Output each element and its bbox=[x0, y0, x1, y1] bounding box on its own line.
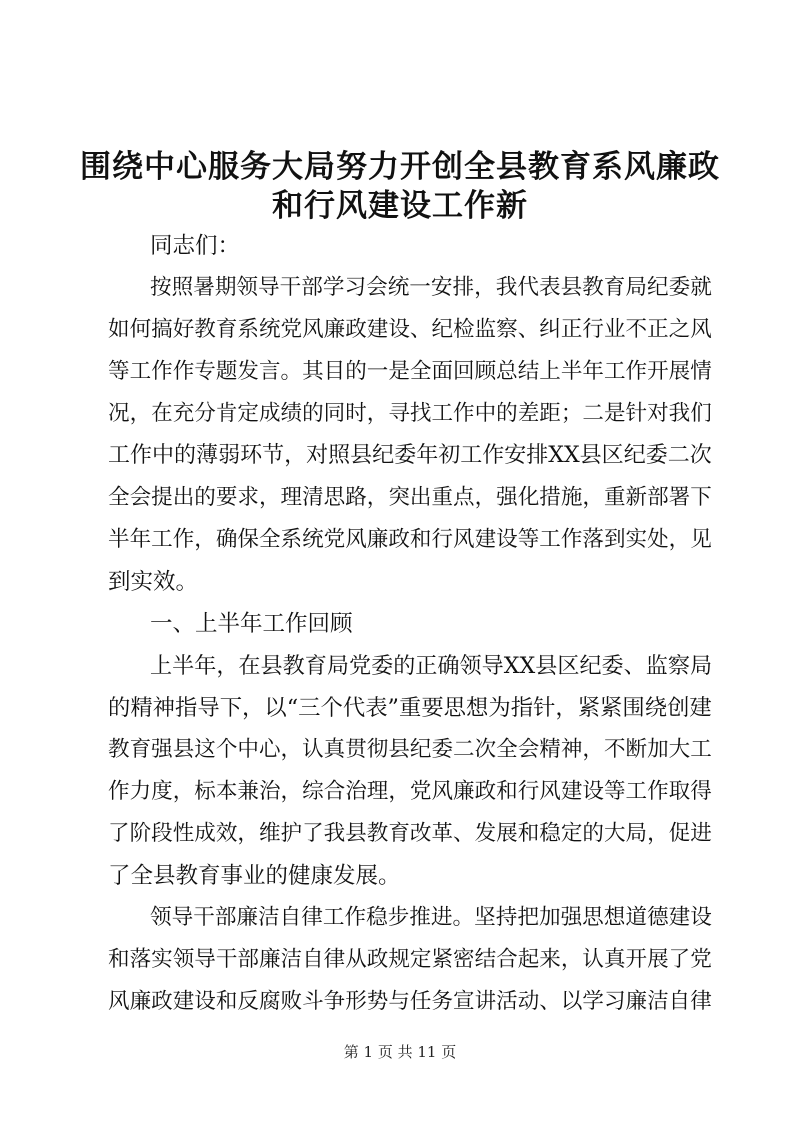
paragraph-line: 作力度，标本兼治，综合治理，党风廉政和行风建设等工作取得 bbox=[108, 779, 712, 804]
document-title-line-2: 和行风建设工作新 bbox=[272, 188, 528, 224]
paragraph-line: 了全县教育事业的健康发展。 bbox=[108, 863, 401, 889]
page-number-footer: 第 1 页 共 11 页 bbox=[343, 1043, 457, 1061]
paragraph-line: 等工作作专题发言。其目的一是全面回顾总结上半年工作开展情 bbox=[108, 359, 712, 384]
paragraph-line: 半年工作，确保全系统党风廉政和行风建设等工作落到实处，见 bbox=[108, 527, 712, 552]
paragraph-line: 了阶段性成效，维护了我县教育改革、发展和稳定的大局，促进 bbox=[108, 821, 712, 846]
paragraph-line: 领导干部廉洁自律工作稳步推进。坚持把加强思想道德建设 bbox=[150, 905, 712, 930]
paragraph-line: 上半年，在县教育局党委的正确领导XX县区纪委、监察局 bbox=[150, 653, 713, 679]
section-heading: 一、上半年工作回顾 bbox=[150, 611, 353, 637]
paragraph-line: 风廉政建设和反腐败斗争形势与任务宣讲活动、以学习廉洁自律 bbox=[108, 989, 712, 1014]
document-title-line-1: 围绕中心服务大局努力开创全县教育系风廉政 bbox=[80, 149, 720, 185]
paragraph-line: 的精神指导下，以“三个代表”重要思想为指针，紧紧围绕创建 bbox=[108, 695, 712, 721]
paragraph-line: 全会提出的要求，理清思路，突出重点，强化措施，重新部署下 bbox=[108, 485, 712, 510]
paragraph-line: 教育强县这个中心，认真贯彻县纪委二次全会精神，不断加大工 bbox=[108, 737, 712, 762]
paragraph-line: 工作中的薄弱环节，对照县纪委年初工作安排XX县区纪委二次 bbox=[108, 443, 712, 468]
salutation: 同志们： bbox=[150, 233, 241, 259]
paragraph-line: 到实效。 bbox=[108, 569, 199, 595]
paragraph-line: 按照暑期领导干部学习会统一安排，我代表县教育局纪委就 bbox=[150, 275, 712, 300]
paragraph-line: 和落实领导干部廉洁自律从政规定紧密结合起来，认真开展了党 bbox=[108, 947, 712, 972]
paragraph-line: 况，在充分肯定成绩的同时，寻找工作中的差距；二是针对我们 bbox=[108, 401, 712, 426]
paragraph-line: 如何搞好教育系统党风廉政建设、纪检监察、纠正行业不正之风 bbox=[108, 317, 712, 342]
